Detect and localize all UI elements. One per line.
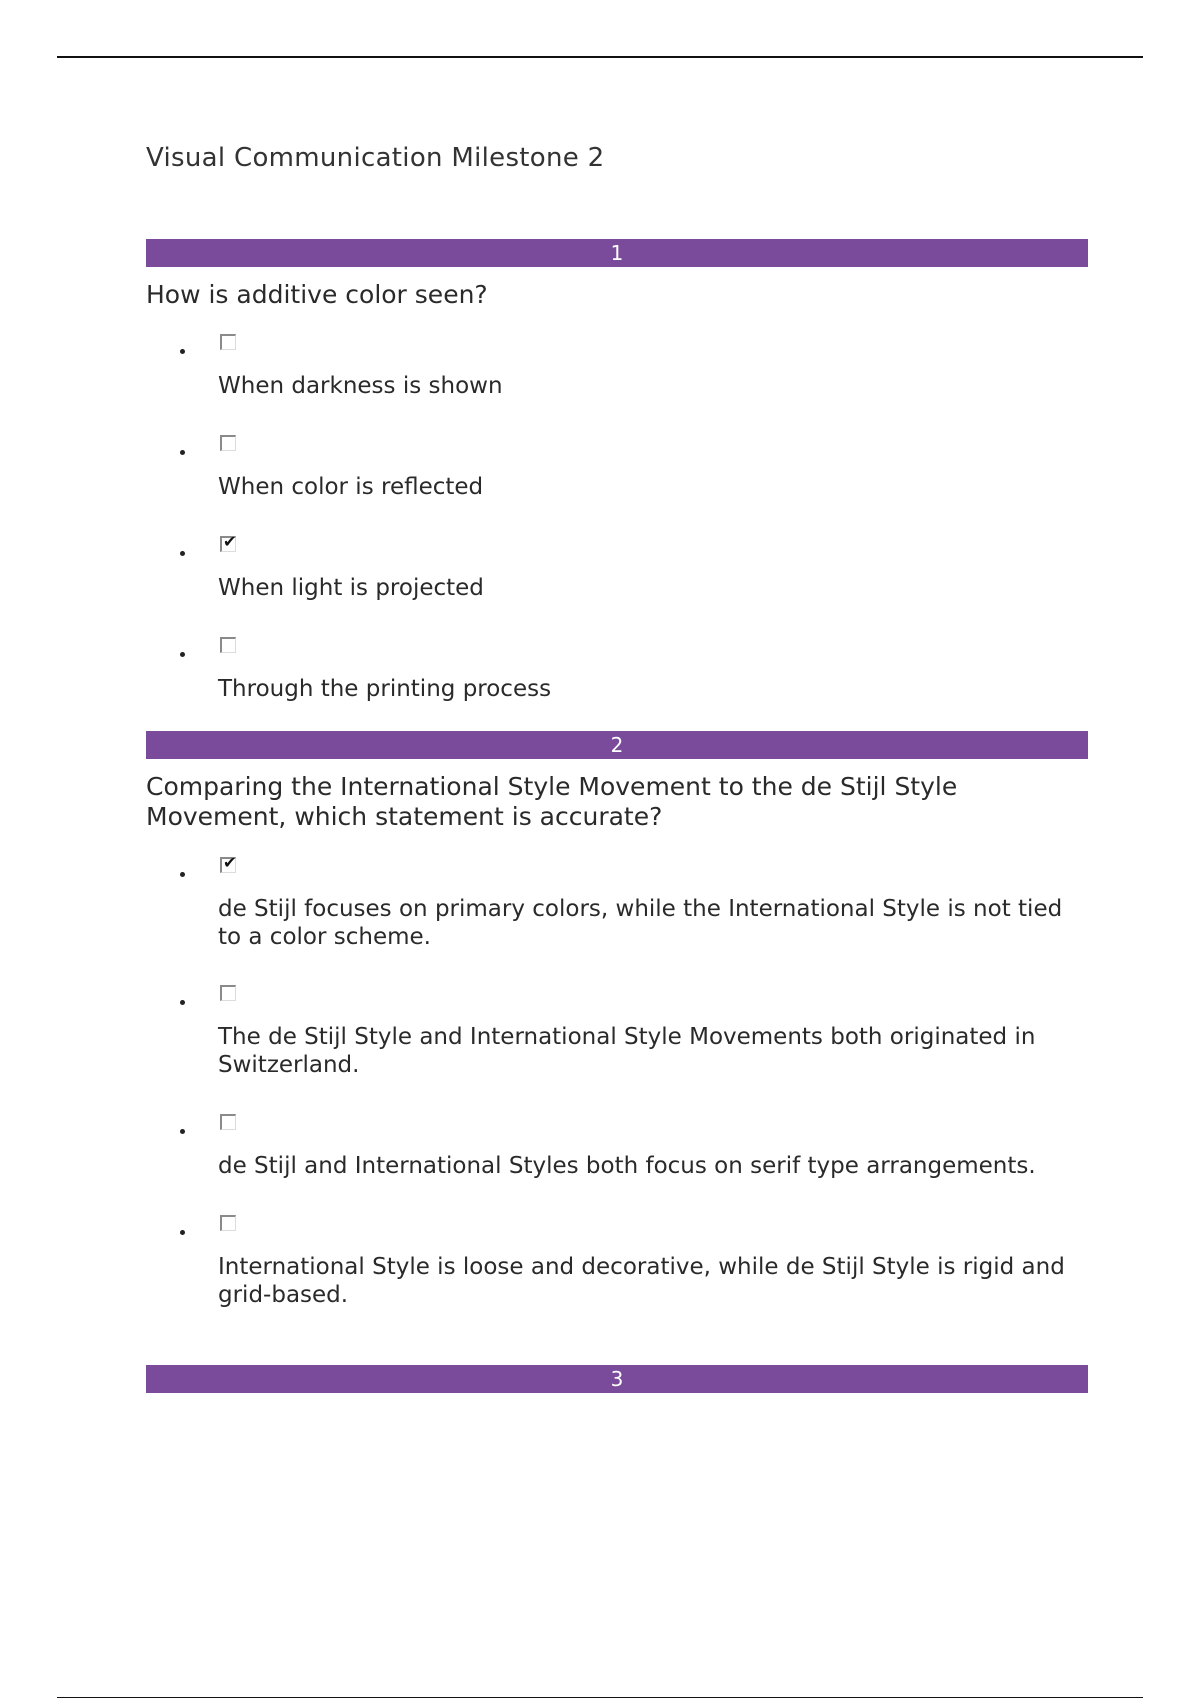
option-label: International Style is loose and decorative, while de Stijl Style is rigid and grid-based. (218, 1254, 1065, 1308)
question-number: 2 (610, 733, 624, 757)
bullet-icon (180, 450, 185, 455)
option-label: When darkness is shown (218, 373, 503, 399)
question-number-bar (146, 1365, 1088, 1393)
bullet-icon (180, 551, 185, 556)
bullet-icon (180, 349, 185, 354)
option-label: When color is reflected (218, 474, 484, 500)
bullet-icon (180, 1230, 185, 1235)
option-label: Through the printing process (218, 676, 552, 702)
bottom-rule (57, 1697, 1143, 1698)
option-label: The de Stijl Style and International Style Movements both originated in Switzerland. (218, 1024, 1036, 1078)
checkbox-icon[interactable] (220, 435, 236, 451)
question-text: How is additive color seen? (146, 280, 488, 309)
checkbox-icon[interactable] (220, 853, 237, 873)
option-label: de Stijl focuses on primary colors, while the International Style is not tied to a color scheme. (218, 896, 1063, 950)
checkbox-icon[interactable] (220, 532, 237, 552)
document-title: Visual Communication Milestone 2 (146, 143, 605, 173)
question-number-bar (146, 731, 1088, 759)
checkmark-icon: ✔ (223, 853, 237, 872)
top-rule (57, 56, 1143, 58)
bullet-icon (180, 1129, 185, 1134)
checkbox-icon[interactable] (220, 637, 236, 653)
checkmark-icon: ✔ (223, 532, 237, 551)
checkbox-icon[interactable] (220, 334, 236, 350)
bullet-icon (180, 1000, 185, 1005)
option-label: When light is projected (218, 575, 484, 601)
question-number: 3 (610, 1367, 624, 1391)
bullet-icon (180, 872, 185, 877)
question-number: 1 (610, 241, 624, 265)
checkbox-icon[interactable] (220, 1215, 236, 1231)
bullet-icon (180, 652, 185, 657)
checkbox-icon[interactable] (220, 1114, 236, 1130)
checkbox-icon[interactable] (220, 985, 236, 1001)
question-number-bar (146, 239, 1088, 267)
question-text: Comparing the International Style Movement to the de Stijl Style Movement, which statement is accurate? (146, 772, 958, 831)
option-label: de Stijl and International Styles both focus on serif type arrangements. (218, 1153, 1036, 1179)
